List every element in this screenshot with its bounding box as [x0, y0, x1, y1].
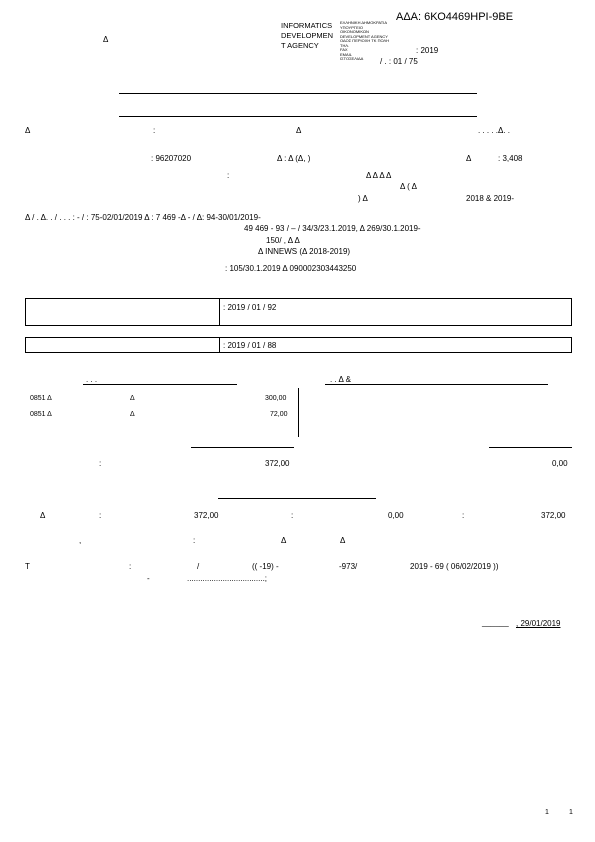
comma-row-delta-1: Δ [281, 536, 287, 545]
table-row-1-amount: 300,00 [265, 395, 287, 402]
tiny-line: ΥΠΟΥΡΓΕΙΟ [340, 24, 363, 30]
comma-row-comma: , [79, 536, 82, 545]
tiny-line: EMAIL [340, 51, 353, 57]
tiny-line: ΤΗΛ. [340, 42, 350, 48]
kae-code: : 96207020 [151, 154, 192, 163]
line4-row5: : 105/30.1.2019 Δ 090002303443250 [225, 264, 357, 273]
table-left-header-rule [83, 384, 237, 385]
table-column-divider [298, 388, 299, 437]
t-row-slash: / [197, 562, 200, 571]
reference-box-1 [25, 298, 572, 326]
table-row-2-delta: Δ [130, 411, 135, 418]
totals-value-2: 0,00 [388, 511, 404, 520]
table-right-header: . . Δ & [330, 375, 351, 384]
line4-row1: Δ / . Δ. . / . . . : - / : 75-02/01/2019 Δ : 7 469 -Δ - / Δ: 94-30/01/2019- [25, 213, 261, 222]
line1-delta-mid: Δ [296, 126, 302, 135]
totals-value-3: 372,00 [541, 511, 566, 520]
line1-right: . . . . .Δ. . [478, 126, 511, 135]
title-rule-1 [119, 93, 477, 94]
totals-delta: Δ [40, 511, 46, 520]
signature-blank: ______ [482, 618, 509, 627]
totals-colon-2: : [291, 511, 294, 520]
line3-colon: : [227, 171, 230, 180]
reference-box-2 [25, 337, 572, 353]
reference-box-2-ref: : 2019 / 01 / 88 [223, 341, 277, 350]
page-number: 1 [545, 809, 549, 816]
reference-box-1-ref: : 2019 / 01 / 92 [223, 303, 277, 312]
line1-colon: : [153, 126, 156, 135]
t-row-part2: -973/ [339, 562, 358, 571]
totals-rule [218, 498, 376, 499]
agency-name [281, 21, 333, 51]
agency-line-2: DEVELOPMEN [281, 31, 334, 40]
table-row-2-amount: 72,00 [270, 411, 288, 418]
table-row-1-delta: Δ [130, 395, 135, 402]
line1-delta: Δ [25, 126, 31, 135]
tiny-line: ΙΣΤΟΣΕΛΙΔΑ [340, 56, 364, 61]
header-protocol: / . : 01 / 75 [380, 57, 418, 66]
totals-value-1: 372,00 [194, 511, 219, 520]
subtotal-right: 0,00 [552, 459, 568, 468]
line3-year: 2018 & 2019- [466, 194, 515, 203]
t-row-t: T [25, 562, 30, 571]
tiny-line: ΟΔΟΣ ΠΕΡΙΟΧΗ ΤΚ ΠΟΛΗ [340, 38, 390, 43]
subtotal-left: 372,00 [265, 459, 290, 468]
subtotal-colon: : [99, 459, 102, 468]
line3-deltas: Δ Δ Δ Δ [366, 171, 392, 180]
line2-amount: : 3,408 [498, 154, 523, 163]
line4-row3: 150/ , Δ Δ [266, 236, 300, 245]
ada-code: ΑΔΑ: 6ΚΟ4469ΗΡΙ-9ΒΕ [396, 11, 514, 23]
line4-row2: 49 469 - 93 / – / 34/3/23.1.2019, Δ 269/30.1.2019- [244, 224, 421, 233]
tiny-line: ΕΛΛΗΝΙΚΗ ΔΗΜΟΚΡΑΤΙΑ [340, 20, 387, 25]
line3-sub: Δ ( Δ [400, 182, 417, 191]
reference-box-1-divider [219, 298, 220, 326]
t-row-part3: 2019 - 69 ( 06/02/2019 )) [410, 562, 499, 571]
line2-delta: Δ [466, 154, 472, 163]
signature-date: , 29/01/2019 [516, 619, 561, 628]
agency-line-3: T AGENCY [281, 41, 319, 50]
table-left-header: . . . [86, 375, 98, 384]
line4-row4: Δ INNEWS (Δ 2018-2019) [258, 247, 351, 256]
table-row-1-code: 0851 Δ [30, 395, 52, 402]
table-row-2-code: 0851 Δ [30, 411, 52, 418]
reference-box-2-divider [219, 337, 220, 353]
tiny-line: ΟΙΚΟΝΟΜΙΚΩΝ [340, 29, 369, 34]
tiny-line: DEVELOPMENT AGENCY [340, 33, 388, 39]
comma-row-delta-2: Δ [340, 536, 346, 545]
t-row-colon: : [129, 562, 132, 571]
subtotal-left-rule [191, 447, 294, 448]
header-delta: Δ [103, 35, 109, 44]
totals-colon-3: : [462, 511, 465, 520]
tiny-line: FAX [340, 47, 348, 52]
comma-row-colon: : [193, 536, 196, 545]
t-row-dots: ...................................; [187, 574, 268, 583]
totals-colon-1: : [99, 511, 102, 520]
page-total: 1 [569, 809, 573, 816]
line2-mid: Δ : Δ (Δ, ) [277, 154, 311, 163]
agency-contact-tiny [340, 21, 389, 62]
title-rule-2 [119, 116, 477, 117]
line3-end: ) Δ [358, 194, 368, 203]
header-year: : 2019 [416, 46, 439, 55]
subtotal-right-rule [489, 447, 572, 448]
table-right-header-rule [325, 384, 548, 385]
agency-line-1: INFORMATICS [281, 21, 333, 30]
t-row-dash: - [147, 574, 150, 583]
t-row-part1: (( -19) - [252, 562, 279, 571]
